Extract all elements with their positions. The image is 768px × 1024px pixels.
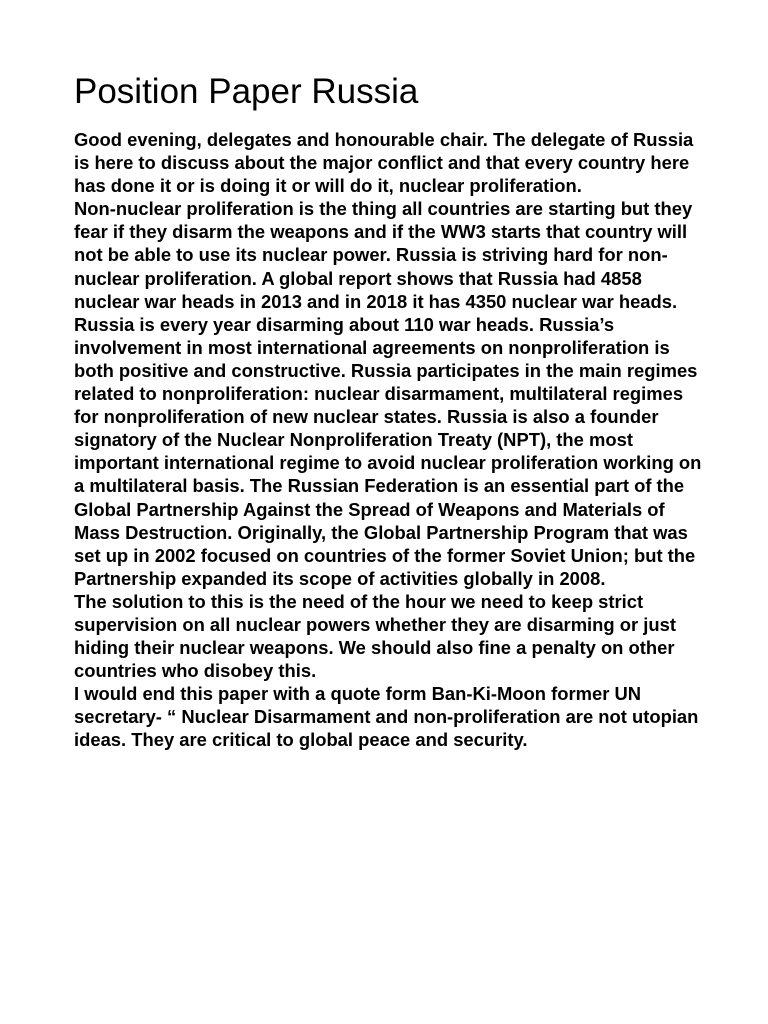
paragraph-solution: The solution to this is the need of the hour we need to keep strict supervision on all nuclear powers whether they are disarming or just hiding their nuclear weapons. We should also fine a penalty on other countries who disobey this. [74,590,676,682]
paragraph-nonproliferation: Non-nuclear proliferation is the thing all countries are starting but they fear if they disarm the weapons and if the WW3 starts that country will not be able to use its nuclear power. Russia is striving hard for non-nuclear proliferation. A global report shows that Russia had 4858 nuclear war heads in 2013 and in 2018 it has 4350 nuclear war heads. Russia is every year disarming about 110 war heads. Russia’s involvement in most international agreements on nonproliferation is both positive and constructive. Russia participates in the main regimes related to nonproliferation: nuclear disarmament, multilateral regimes for nonproliferation of new nuclear states. Russia is also a founder signatory of the Nuclear Nonproliferation Treaty (NPT), the most important international regime to avoid nuclear proliferation working on a multilateral basis. The Russian Federation is an essential part of the Global Partnership Against the Spread of Weapons and Materials of Mass Destruction. Originally, the Global Partnership Program that was set up in 2002 focused on countries of the former Soviet Union; but the Partnership expanded its scope of activities globally in 2008. [74,198,702,589]
paragraph-introduction: Good evening, delegates and honourable chair. The delegate of Russia is here to discuss about the major conflict and that every country here has done it or is doing it or will do it, nuclear proliferation. [74,129,694,197]
document-body [74,128,710,752]
document-title: Position Paper Russia [74,72,419,111]
paragraph-conclusion-quote: I would end this paper with a quote form Ban-Ki-Moon former UN secretary- “ Nuclear Disarmament and non-proliferation are not utopian ideas. They are critical to global peace and security. [74,683,699,751]
